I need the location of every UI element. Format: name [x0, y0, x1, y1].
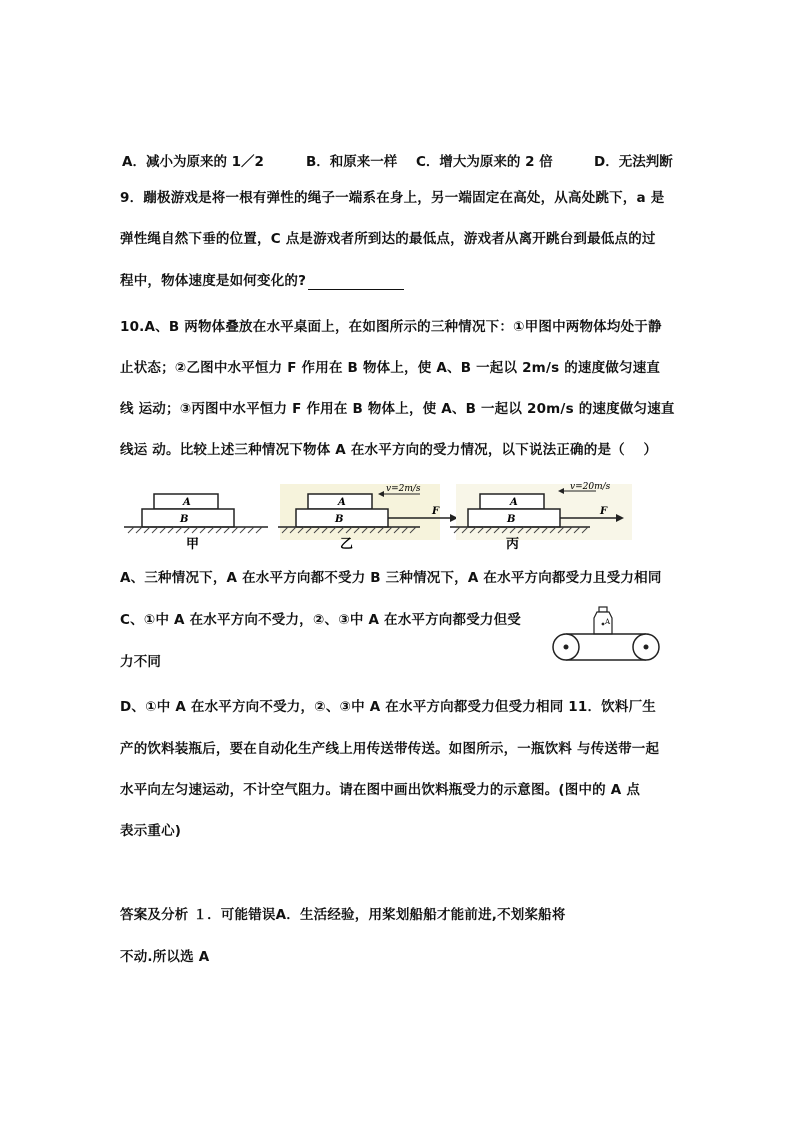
q11-line-3: 水平向左匀速运动，不计空气阻力。请在图中画出饮料瓶受力的示意图。(图中的 A 点 [120, 782, 641, 798]
panel-jia [124, 494, 268, 552]
answer-line-2: 不动.所以选 A [120, 949, 210, 965]
q10-option-d: D、①中 A 在水平方向不受力，②、③中 A 在水平方向都受力但受力相同 11．饮料厂生 [120, 699, 656, 715]
answer-line-1: 答案及分析 １．可能错误A．生活经验，用桨划船船才能前进,不划桨船将 [120, 907, 566, 923]
q10-option-c-line-1: C、①中 A 在水平方向不受力，②、③中 A 在水平方向都受力但受 [120, 612, 521, 628]
label-b-jia: B [180, 514, 189, 525]
q8-option-d: D．无法判断 [594, 154, 673, 170]
q9-line-2: 弹性绳自然下垂的位置，C 点是游戏者所到达的最低点，游戏者从离开跳台到最低点的过 [120, 231, 656, 247]
q10-figure [120, 478, 640, 552]
label-yi: 乙 [340, 537, 354, 552]
q9-line-1: 9．蹦极游戏是将一根有弹性的绳子一端系在身上，另一端固定在高处，从高处跳下，a 是 [120, 190, 665, 206]
panel-bing [450, 482, 632, 552]
panel-yi [278, 484, 458, 552]
q11-line-4: 表示重心) [120, 823, 182, 839]
q10-line-2: 止状态；②乙图中水平恒力 F 作用在 B 物体上，使 A、B 一起以 2m/s 的速度做匀速直 [120, 360, 661, 376]
label-a-yi: A [338, 497, 346, 508]
q11-line-2: 产的饮料装瓶后，要在自动化生产线上用传送带传送。如图所示，一瓶饮料 与传送带一起 [120, 741, 660, 757]
label-b-bing: B [507, 514, 516, 525]
force-label-yi: F [432, 506, 440, 517]
conveyor-figure [548, 604, 664, 668]
q8-option-a: A．减小为原来的 1／2 [122, 154, 264, 170]
velocity-label-bing: v=20m/s [570, 482, 611, 492]
label-a-bing: A [510, 497, 518, 508]
q10-line-3: 线 运动；③丙图中水平恒力 F 作用在 B 物体上，使 A、B 一起以 20m/s 的速度做匀速直 [120, 401, 675, 417]
conveyor-belt [553, 634, 659, 660]
bottle-label-a: A [605, 618, 611, 626]
q10-option-ab: A、三种情况下，A 在水平方向都不受力 B 三种情况下，A 在水平方向都受力且受力相同 [120, 570, 662, 586]
q8-option-c: C．增大为原来的 2 倍 [416, 154, 553, 170]
q10-line-1: 10.A、B 两物体叠放在水平桌面上，在如图所示的三种情况下：①甲图中两物体均处于静 [120, 319, 662, 335]
label-b-yi: B [335, 514, 344, 525]
label-a-jia: A [183, 497, 191, 508]
q9-line-3 [120, 272, 404, 290]
q10-option-c-line-2: 力不同 [120, 654, 162, 670]
label-bing: 丙 [506, 537, 520, 552]
velocity-label-yi: v=2m/s [386, 484, 421, 494]
answer-blank[interactable] [308, 275, 404, 290]
force-label-bing: F [600, 506, 608, 517]
q9-line-3-text: 程中，物体速度是如何变化的? [120, 273, 307, 289]
q10-line-4: 线运 动。比较上述三种情况下物体 A 在水平方向的受力情况，以下说法正确的是（ ） [120, 442, 658, 458]
q8-option-b: B．和原来一样 [306, 154, 398, 170]
bottle [594, 607, 612, 634]
center-of-mass-dot [602, 623, 605, 626]
label-jia: 甲 [186, 537, 200, 552]
